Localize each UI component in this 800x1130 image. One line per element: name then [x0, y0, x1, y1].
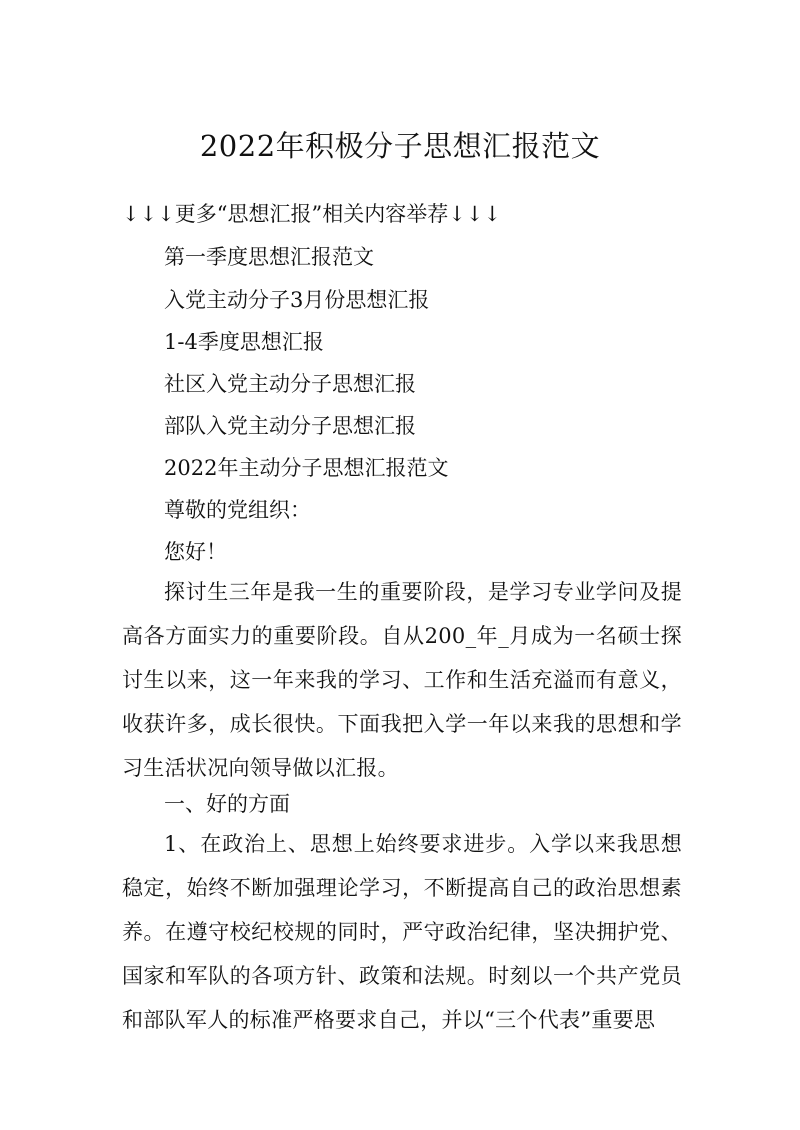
paragraph-2: 1、在政治上、思想上始终要求进步。入学以来我思想稳定，始终不断加强理论学习，不断提高自己的政治思想素养。在遵守校纪校规的同时，严守政治纪律，坚决拥护党、国家和军队的各项方针、政策和法规。时刻以一个共产党员和部队军人的标准严格要求自己，并以“三个代表”重要思 [122, 832, 682, 1032]
recommend-line[interactable]: ↓↓↓更多“思想汇报”相关内容举荐↓↓↓ [122, 202, 502, 226]
related-link-4[interactable]: 社区入党主动分子思想汇报 [164, 372, 416, 396]
related-link-2[interactable]: 入党主动分子3月份思想汇报 [164, 288, 430, 312]
related-link-1[interactable]: 第一季度思想汇报范文 [164, 245, 374, 269]
section-heading: 一、好的方面 [164, 792, 290, 816]
document-title: 2022年积极分子思想汇报范文 [199, 129, 601, 163]
related-link-3[interactable]: 1-4季度思想汇报 [164, 330, 324, 354]
related-link-5[interactable]: 部队入党主动分子思想汇报 [164, 414, 416, 438]
related-link-6[interactable]: 2022年主动分子思想汇报范文 [164, 456, 449, 480]
paragraph-1: 探讨生三年是我一生的重要阶段，是学习专业学问及提高各方面实力的重要阶段。自从200_年_月成为一名硕士探讨生以来，这一年来我的学习、工作和生活充溢而有意义，收获许多，成长很快。下面我把入学一年以来我的思想和学习生活状况向领导做以汇报。 [122, 580, 682, 780]
salutation: 尊敬的党组织： [164, 498, 311, 522]
greeting: 您好！ [164, 540, 227, 564]
